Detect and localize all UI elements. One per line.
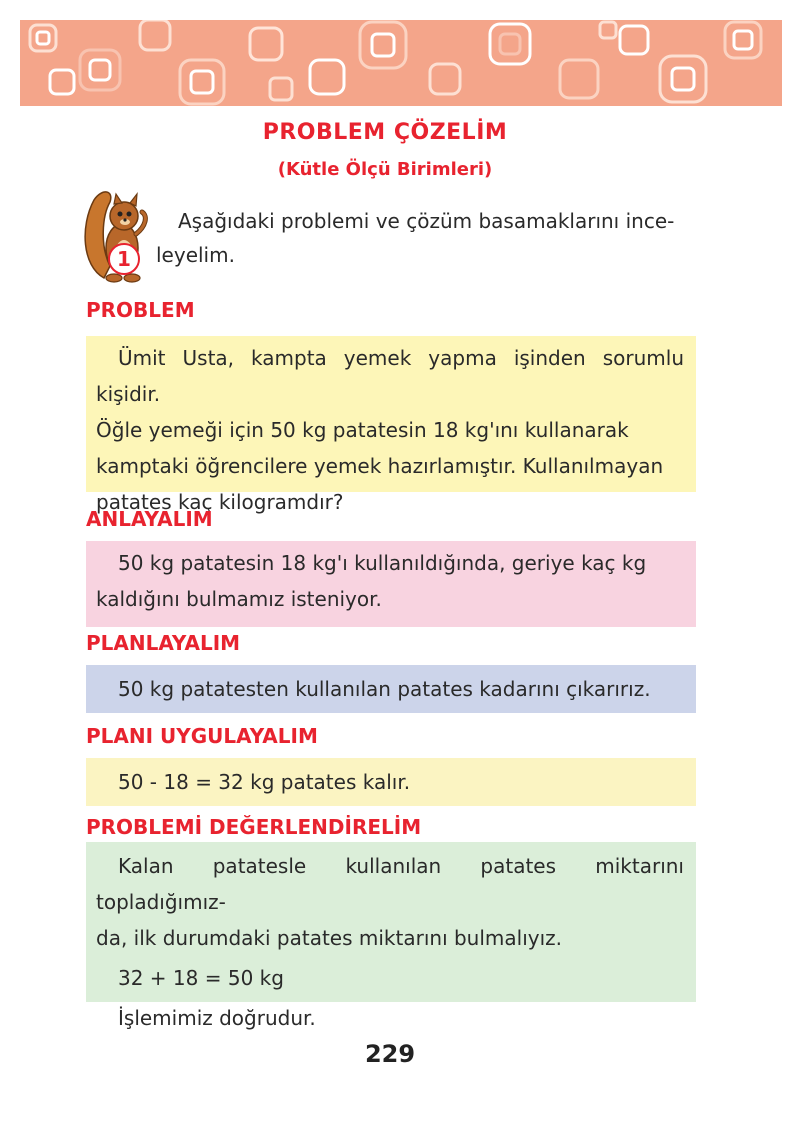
header-banner (20, 20, 782, 106)
problem-line: patates kaç kilogramdır? (96, 490, 344, 514)
understand-box (86, 541, 696, 627)
number-badge-icon (108, 243, 140, 275)
evaluate-heading: PROBLEMİ DEĞERLENDİRELİM (86, 815, 422, 839)
plan-box (86, 665, 696, 713)
intro-text (156, 204, 696, 272)
evaluate-conclusion: İşlemimiz doğrudur. (118, 1006, 316, 1030)
understand-line: 50 kg patatesin 18 kg'ı kullanıldığında, geriye kaç kg (118, 551, 647, 575)
evaluate-line: da, ilk durumdaki patates miktarını bulmalıyız. (96, 926, 563, 950)
intro-line: leyelim. (156, 243, 235, 267)
problem-line: Ümit Usta, kampta yemek yapma işinden sorumlu kişidir. (96, 346, 684, 406)
problem-line: kamptaki öğrencilere yemek hazırlamıştır. Kullanılmayan (96, 454, 664, 478)
problem-heading: PROBLEM (86, 298, 195, 322)
evaluate-line: Kalan patatesle kullanılan patates miktarını topladığımız- (96, 854, 684, 914)
evaluate-equation: 32 + 18 = 50 kg (118, 966, 284, 990)
problem-box (86, 336, 696, 514)
page-title: PROBLEM ÇÖZELİM (262, 120, 508, 145)
page-subtitle: (Kütle Ölçü Birimleri) (277, 159, 493, 180)
apply-text: 50 - 18 = 32 kg patates kalır. (118, 770, 411, 794)
plan-text: 50 kg patatesten kullanılan patates kadarını çıkarırız. (118, 677, 651, 701)
understand-line: kaldığını bulmamız isteniyor. (96, 587, 382, 611)
intro-line: Aşağıdaki problemi ve çözüm basamaklarını ince- (178, 209, 675, 233)
apply-box (86, 758, 696, 806)
plan-heading: PLANLAYALIM (86, 631, 241, 655)
problem-line: Öğle yemeği için 50 kg patatesin 18 kg'ını kullanarak (96, 418, 629, 442)
understand-heading: ANLAYALIM (86, 507, 213, 531)
page-number: 229 (364, 1040, 416, 1068)
badge-number: 1 (117, 247, 131, 271)
evaluate-box (86, 842, 696, 1030)
apply-heading: PLANI UYGULAYALIM (86, 724, 318, 748)
square-pattern (20, 20, 782, 106)
